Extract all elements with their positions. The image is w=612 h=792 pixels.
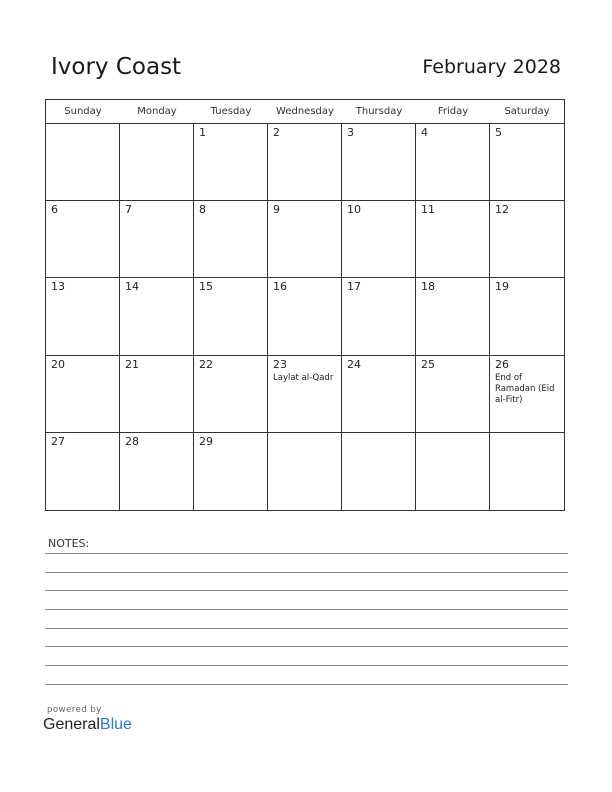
calendar-grid [45, 99, 565, 511]
day-number: 16 [273, 280, 287, 294]
day-number: 28 [125, 434, 139, 448]
holiday-label: End of Ramadan (Eid al-Fitr) [495, 372, 555, 405]
day-cell [120, 433, 194, 510]
day-number: 19 [495, 280, 509, 294]
day-cell [490, 201, 564, 278]
day-number: 1 [199, 126, 206, 139]
day-number: 23 [273, 357, 287, 371]
notes-line [45, 590, 568, 591]
day-number: 4 [421, 126, 428, 139]
day-cell [342, 201, 416, 278]
brand-blue: Blue [99, 716, 132, 733]
day-cell [490, 124, 564, 201]
weekday-thursday: Thursday [355, 106, 403, 117]
day-number: 24 [347, 357, 361, 371]
day-number: 22 [199, 357, 213, 371]
day-number: 6 [51, 203, 58, 217]
day-number: 3 [347, 126, 354, 139]
day-cell [46, 278, 120, 355]
day-cell [46, 433, 120, 510]
weekday-saturday: Saturday [504, 106, 550, 117]
weekday-sunday: Sunday [64, 106, 102, 117]
day-number: 29 [199, 434, 213, 448]
day-cell [268, 201, 342, 278]
weekday-tuesday: Tuesday [210, 106, 252, 117]
day-cell [490, 433, 564, 510]
weekday-header [46, 100, 564, 124]
day-cell [194, 201, 268, 278]
day-cell [416, 433, 490, 510]
day-cell [416, 356, 490, 433]
day-cell [120, 356, 194, 433]
brand-general: General [43, 716, 100, 733]
day-cell [342, 356, 416, 433]
day-cell [342, 124, 416, 201]
notes-label: NOTES: [48, 537, 90, 550]
day-cell [46, 124, 120, 201]
day-cell [490, 356, 564, 433]
day-number: 2 [273, 126, 280, 139]
notes-line [45, 684, 568, 685]
powered-by-text: powered by [47, 705, 102, 715]
notes-line [45, 646, 568, 647]
day-number: 12 [495, 203, 509, 217]
month-title: February 2028 [422, 56, 561, 78]
day-grid [46, 124, 564, 510]
day-number: 20 [51, 357, 65, 371]
day-cell [268, 356, 342, 433]
day-number: 17 [347, 280, 361, 294]
day-number: 8 [199, 203, 206, 217]
day-cell [416, 124, 490, 201]
day-number: 18 [421, 280, 435, 294]
notes-line [45, 572, 568, 573]
day-number: 15 [199, 280, 213, 294]
day-cell [194, 433, 268, 510]
day-cell [268, 278, 342, 355]
day-cell [194, 356, 268, 433]
day-number: 9 [273, 203, 280, 217]
weekday-monday: Monday [137, 106, 177, 117]
holiday-label: Laylat al-Qadr [273, 372, 334, 383]
day-cell [120, 278, 194, 355]
day-cell [46, 201, 120, 278]
day-number: 10 [347, 203, 361, 217]
day-cell [194, 124, 268, 201]
day-number: 7 [125, 203, 132, 217]
day-number: 13 [51, 280, 65, 294]
day-number: 21 [125, 357, 139, 371]
day-number: 11 [421, 203, 435, 217]
day-number: 14 [125, 280, 139, 294]
notes-line [45, 553, 568, 554]
notes-line [45, 609, 568, 610]
day-cell [120, 201, 194, 278]
day-cell [416, 201, 490, 278]
day-cell [46, 356, 120, 433]
day-number: 25 [421, 357, 435, 371]
day-cell [342, 278, 416, 355]
notes-line [45, 628, 568, 629]
day-cell [194, 278, 268, 355]
weekday-friday: Friday [437, 106, 469, 117]
day-cell [490, 278, 564, 355]
day-cell [120, 124, 194, 201]
day-number: 26 [495, 357, 509, 371]
day-cell [342, 433, 416, 510]
day-cell [416, 278, 490, 355]
day-number: 5 [495, 126, 502, 139]
weekday-wednesday: Wednesday [276, 106, 334, 117]
notes-line [45, 665, 568, 666]
day-number: 27 [51, 434, 65, 448]
brand-logo [43, 716, 132, 734]
country-title: Ivory Coast [51, 54, 182, 80]
day-cell [268, 124, 342, 201]
day-cell [268, 433, 342, 510]
